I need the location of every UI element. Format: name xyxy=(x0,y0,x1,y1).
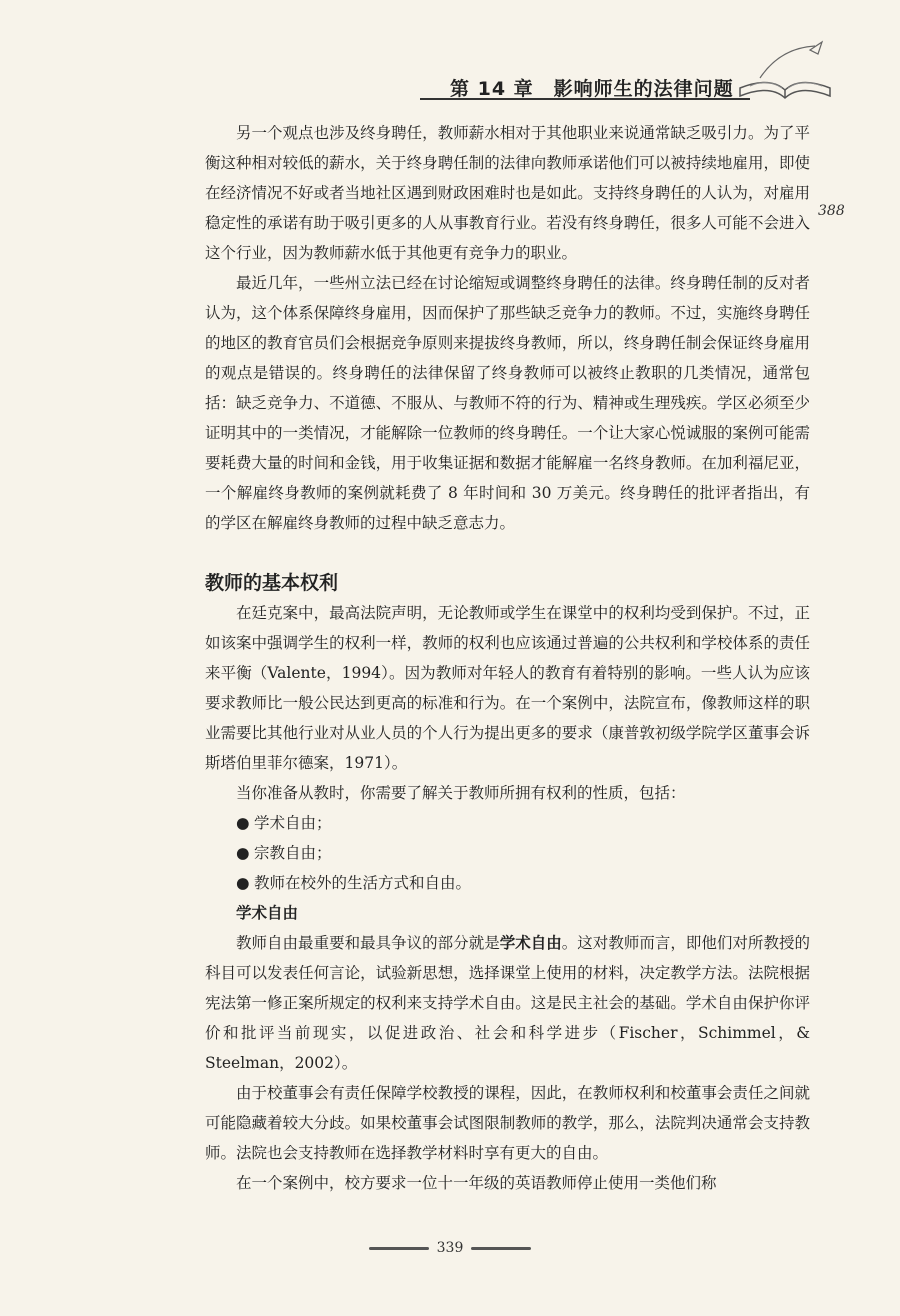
page-body xyxy=(205,118,810,1198)
list-item: ● 教师在校外的生活方式和自由。 xyxy=(236,868,810,898)
paragraph: 由于校董事会有责任保障学校教授的课程，因此，在教师权利和校董事会责任之间就可能隐藏着较大分歧。如果校董事会试图限制教师的教学，那么，法院判决通常会支持教师。法院也会支持教师在选择教学材料时享有更大的自由。 xyxy=(205,1084,810,1162)
paragraph: 在廷克案中，最高法院声明，无论教师或学生在课堂中的权利均受到保护。不过，正如该案中强调学生的权利一样，教师的权利也应该通过普遍的公共权利和学校体系的责任来平衡（Valente，1994）。因为教师对年轻人的教育有着特别的影响。一些人认为应该要求教师比一般公民达到更高的标准和行为。在一个案例中，法院宣布，像教师这样的职业需要比其他行业对从业人员的个人行为提出更多的要求（康普敦初级学院学区董事会诉斯塔伯里菲尔德案，1971）。 xyxy=(205,604,810,772)
footer-ornament-left xyxy=(369,1247,429,1250)
page-number: 339 xyxy=(436,1240,464,1256)
page-footer xyxy=(0,1240,900,1256)
section-heading: 教师的基本权利 xyxy=(205,572,339,594)
bullet-icon: ● xyxy=(236,814,250,832)
running-header xyxy=(400,68,830,108)
paragraph: 教师自由最重要和最具争议的部分就是学术自由。这对教师而言，即他们对所教授的科目可以发表任何言论，试验新思想，选择课堂上使用的材料，决定教学方法。法院根据宪法第一修正案所规定的权利来支持学术自由。这是民主社会的基础。学术自由保护你评价和批评当前现实，以促进政治、社会和科学进步（Fischer，Schimmel，& Steelman，2002）。 xyxy=(205,934,810,1072)
bullet-icon: ● xyxy=(236,844,250,862)
paragraph: 最近几年，一些州立法已经在讨论缩短或调整终身聘任的法律。终身聘任制的反对者认为，这个体系保障终身雇用，因而保护了那些缺乏竞争力的教师。不过，实施终身聘任的地区的教育官员们会根据竞争原则来提拔终身教师，所以，终身聘任制会保证终身雇用的观点是错误的。终身聘任的法律保留了终身教师可以被终止教职的几类情况，通常包括：缺乏竞争力、不道德、不服从、与教师不符的行为、精神或生理残疾。学区必须至少证明其中的一类情况，才能解除一位教师的终身聘任。一个让大家心悦诚服的案例可能需要耗费大量的时间和金钱，用于收集证据和数据才能解雇一名终身教师。在加利福尼亚，一个解雇终身教师的案例就耗费了 8 年时间和 30 万美元。终身聘任的批评者指出，有的学区在解雇终身教师的过程中缺乏意志力。 xyxy=(205,274,810,532)
bullet-icon: ● xyxy=(236,874,250,892)
paragraph: 当你准备从教时，你需要了解关于教师所拥有权利的性质，包括： xyxy=(236,784,686,802)
emphasis-term: 学术自由 xyxy=(499,934,562,952)
subsection-heading: 学术自由 xyxy=(236,904,299,922)
paragraph: 在一个案例中，校方要求一位十一年级的英语教师停止使用一类他们称 xyxy=(236,1174,717,1192)
list-item: ● 学术自由； xyxy=(236,808,810,838)
footer-ornament-right xyxy=(471,1247,531,1250)
list-item: ● 宗教自由； xyxy=(236,838,810,868)
rights-list xyxy=(205,808,810,898)
side-page-number: 388 xyxy=(818,203,845,219)
chapter-title: 第 14 章 影响师生的法律问题 xyxy=(450,78,734,100)
paragraph: 另一个观点也涉及终身聘任，教师薪水相对于其他职业来说通常缺乏吸引力。为了平衡这种相对较低的薪水，关于终身聘任制的法律向教师承诺他们可以被持续地雇用，即使在经济情况不好或者当地社区遇到财政困难时也是如此。支持终身聘任的人认为，对雇用稳定性的承诺有助于吸引更多的人从事教育行业。若没有终身聘任，很多人可能不会进入这个行业，因为教师薪水低于其他更有竞争力的职业。 xyxy=(205,124,810,262)
